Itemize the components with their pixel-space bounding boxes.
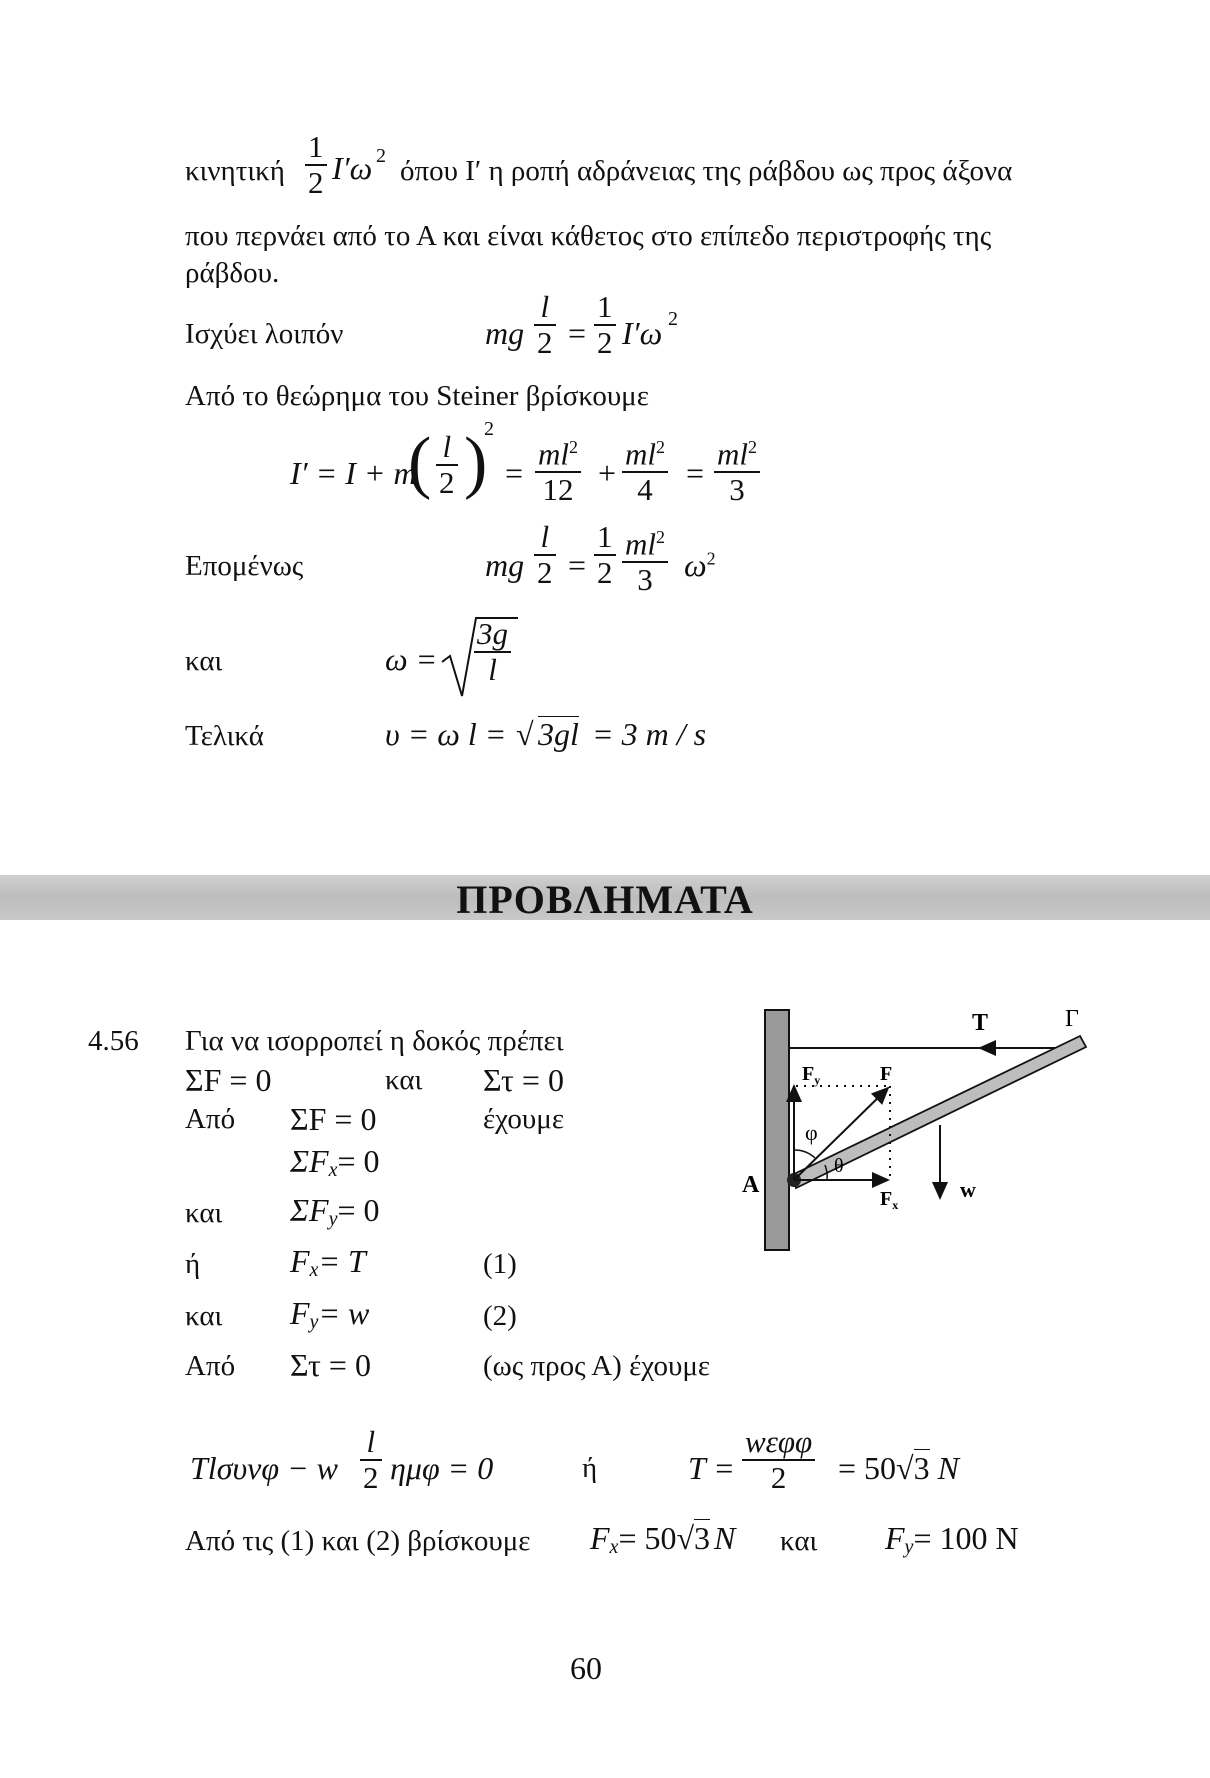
- section-title: ΠΡΟΒΛΗΜΑΤΑ: [456, 877, 754, 922]
- label-Fx: $F_x$: [880, 1188, 899, 1212]
- steiner-eq1: =: [505, 455, 524, 491]
- eq1-half: 1 2: [594, 290, 616, 360]
- label-F: F: [880, 1063, 893, 1085]
- row4-and: και: [185, 1197, 223, 1229]
- row6-and: και: [185, 1300, 223, 1332]
- row7-from: Από: [185, 1350, 236, 1382]
- page-number: 60: [570, 1650, 602, 1686]
- steiner-frac2: $ml^2$ 4: [622, 430, 668, 507]
- row2-have: έχουμε: [483, 1103, 564, 1135]
- label-Gamma: Γ: [1065, 1006, 1079, 1032]
- problem-intro: Για να ισορροπεί η δοκός πρέπει: [185, 1025, 564, 1057]
- eq4-sqrt-sign: √: [516, 716, 534, 752]
- eq1-mg: mg: [485, 315, 525, 351]
- beam-diagram: [730, 990, 1110, 1260]
- eq2-mg: mg: [485, 547, 525, 583]
- row7-sumtau: Στ = 0: [290, 1347, 371, 1383]
- row7-about-A: (ως προς Α) έχουμε: [483, 1350, 711, 1382]
- steiner-lhs: I′ = I + m: [290, 455, 417, 491]
- steiner-l-over-2: l 2: [436, 430, 458, 500]
- eq3-lhs: ω =: [385, 641, 438, 677]
- final-fx: $F_x= 50√3$ N: [590, 1520, 736, 1559]
- half-fraction: 1 2: [305, 130, 327, 200]
- row2-sumF: ΣF = 0: [290, 1101, 377, 1137]
- problem-number: 4.56: [88, 1025, 139, 1057]
- eq1-l-over-2: l 2: [534, 290, 556, 360]
- label-A: A: [742, 1172, 760, 1198]
- eq1-sup: 2: [668, 308, 678, 330]
- eq1-label: Ισχύει λοιπόν: [185, 318, 344, 350]
- wall: [765, 1010, 789, 1250]
- eq2-label: Επομένως: [185, 550, 304, 582]
- steiner-label: Από το θεώρημα του Steiner βρίσκουμε: [185, 380, 649, 412]
- eq2-equals: =: [568, 547, 587, 583]
- row6-eqnum: (2): [483, 1300, 517, 1332]
- paren-left: (: [408, 424, 432, 501]
- kinetic-expr: I′ω: [332, 150, 373, 186]
- moment-frac: wεφφ 2: [742, 1425, 815, 1495]
- label-theta: θ: [834, 1155, 844, 1177]
- moment-result: = 50√3 N: [838, 1450, 959, 1486]
- text-line-2: που περνάει από το Α και είναι κάθετος στο επίπεδο περιστροφής της: [185, 220, 992, 252]
- steiner-eq2: =: [686, 455, 705, 491]
- final-and: και: [780, 1525, 818, 1557]
- label-Fy: $F_y$: [802, 1063, 821, 1087]
- steiner-plus: +: [598, 455, 617, 491]
- moment-l-over-2: l 2: [360, 1425, 382, 1495]
- kinetic-sup: 2: [376, 145, 386, 167]
- label-T: T: [972, 1010, 989, 1036]
- steiner-sup: 2: [484, 418, 494, 440]
- eq1-equals: =: [568, 315, 587, 351]
- text-line-3: ράβδου.: [185, 257, 280, 289]
- eq3-label: και: [185, 645, 223, 677]
- row6-fy-eq: $F_y= w$: [290, 1295, 370, 1334]
- row5-fx-eq: $F_x= T$: [290, 1243, 366, 1282]
- row1-and: και: [385, 1064, 423, 1096]
- row1-sumtau: Στ = 0: [483, 1062, 564, 1098]
- final-fy: $F_y= 100$ N: [885, 1520, 1019, 1559]
- kinetic-word: κινητική: [185, 155, 285, 187]
- row5-or: ή: [185, 1248, 201, 1280]
- eq2-l-over-2: l 2: [534, 520, 556, 590]
- row3-sumFx: $\Sigma F_x= 0$: [290, 1143, 380, 1182]
- moment-or: ή: [582, 1452, 598, 1484]
- final-label: Από τις (1) και (2) βρίσκουμε: [185, 1525, 531, 1557]
- kinetic-rest: όπου I′ η ροπή αδράνειας της ράβδου ως προς άξονα: [400, 155, 1013, 187]
- eq2-omega: $\omega^2$: [684, 547, 716, 583]
- moment-lhs-b: ημφ = 0: [390, 1450, 494, 1486]
- row5-eqnum: (1): [483, 1248, 517, 1280]
- moment-T: T =: [688, 1450, 735, 1486]
- label-w: w: [960, 1177, 976, 1202]
- row2-from: Από: [185, 1103, 236, 1135]
- eq4-root: 3gl: [538, 716, 579, 752]
- eq4-expr2: = 3 m / s: [592, 716, 707, 752]
- eq4-expr1: υ = ω l =: [385, 716, 507, 752]
- phi-arc: [794, 1150, 815, 1158]
- steiner-frac1: $ml^2$ 12: [535, 430, 581, 507]
- eq1-rhs: I′ω: [622, 315, 663, 351]
- moment-lhs-a: Tlσυνφ − w: [190, 1450, 338, 1486]
- row1-sumF: ΣF = 0: [185, 1062, 272, 1098]
- eq2-half: 1 2: [594, 520, 616, 590]
- eq4-label: Τελικά: [185, 720, 264, 752]
- paren-right: ): [464, 424, 488, 501]
- eq2-ml2-over-3: $ml^2$ 3: [622, 520, 668, 597]
- eq3-3g-over-l: 3g l: [474, 617, 511, 687]
- steiner-frac3: $ml^2$ 3: [714, 430, 760, 507]
- label-phi: φ: [805, 1120, 818, 1145]
- row4-sumFy: $\Sigma F_y= 0$: [290, 1192, 380, 1231]
